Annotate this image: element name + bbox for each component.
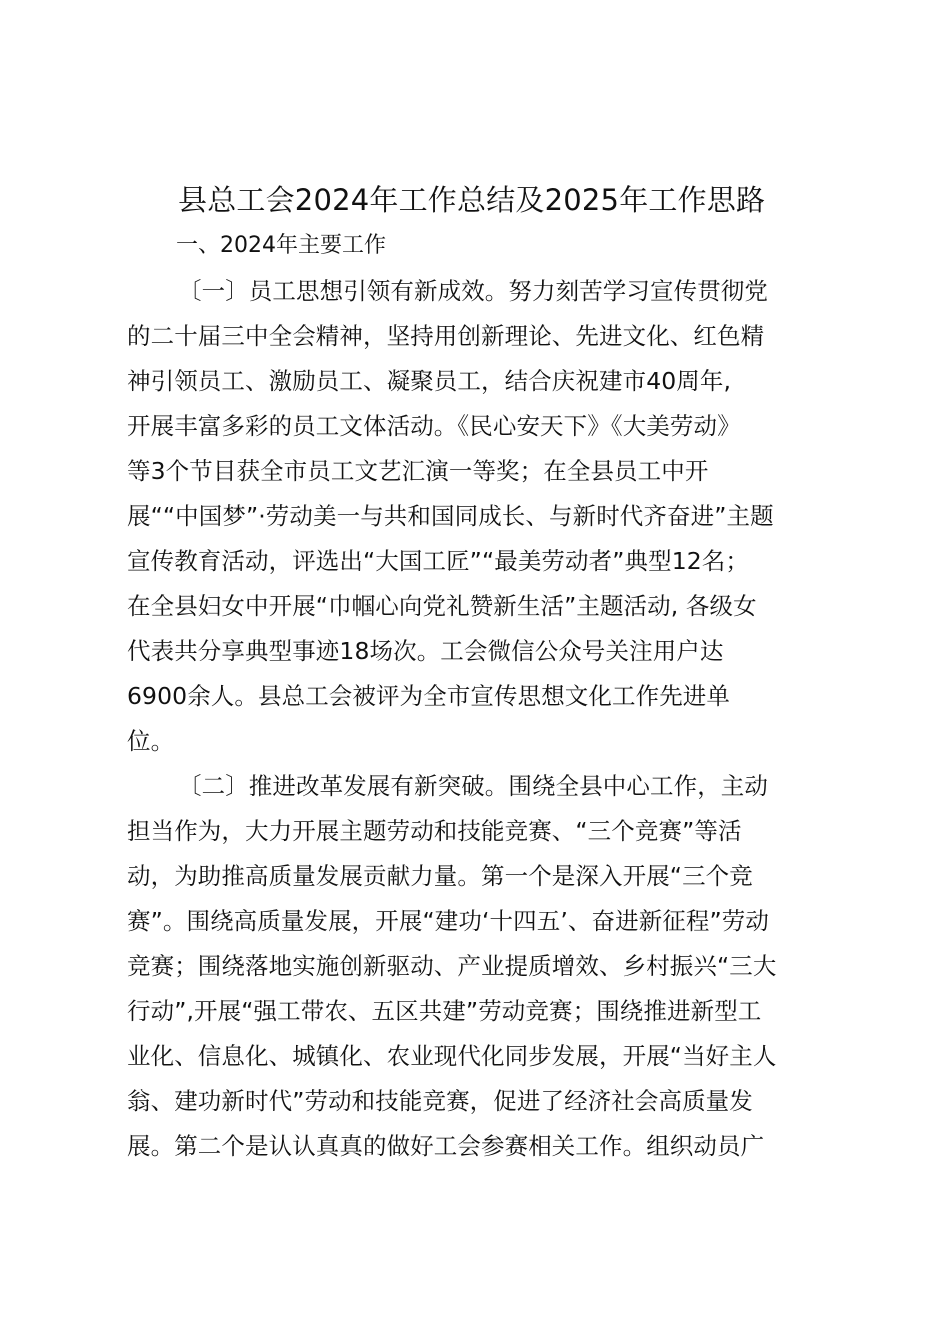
paragraph-line: 翁、建功新时代”劳动和技能竞赛，促进了经济社会高质量发 bbox=[127, 1087, 753, 1115]
paragraph-line: 行动”,开展“强工带农、五区共建”劳动竞赛；围绕推进新型工 bbox=[127, 997, 762, 1025]
paragraph-line: 竞赛；围绕落地实施创新驱动、产业提质增效、乡村振兴“三大 bbox=[127, 952, 777, 980]
paragraph-line: 6900余人。县总工会被评为全市宣传思想文化工作先进单 bbox=[127, 682, 731, 710]
paragraph-line: 代表共分享典型事迹18场次。工会微信公众号关注用户达 bbox=[127, 637, 724, 665]
paragraph-line: 动，为助推高质量发展贡献力量。第一个是深入开展“三个竞 bbox=[127, 862, 753, 890]
paragraph-line: 宣传教育活动，评选出“大国工匠”“最美劳动者”典型12名； bbox=[127, 547, 750, 575]
paragraph-line: 业化、信息化、城镇化、农业现代化同步发展，开展“当好主人 bbox=[127, 1042, 777, 1070]
paragraph-line: 开展丰富多彩的员工文体活动。《民心安天下》《大美劳动》 bbox=[127, 412, 741, 440]
paragraph-line: 担当作为，大力开展主题劳动和技能竞赛、“三个竞赛”等活 bbox=[127, 817, 742, 845]
paragraph-line: 在全县妇女中开展“巾帼心向党礼赞新生活”主题活动, 各级女 bbox=[127, 592, 757, 620]
paragraph-line: 展““中国梦”·劳动美一与共和国同成长、与新时代齐奋进”主题 bbox=[127, 502, 774, 530]
paragraph-line: 位。 bbox=[127, 727, 175, 755]
document-title: 县总工会2024年工作总结及2025年工作思路 bbox=[178, 183, 766, 217]
paragraph-line: 神引领员工、激励员工、凝聚员工，结合庆祝建市40周年, bbox=[127, 367, 732, 395]
paragraph-line: 展。第二个是认认真真的做好工会参赛相关工作。组织动员广 bbox=[127, 1132, 765, 1160]
paragraph-line: 〔一〕员工思想引领有新成效。努力刻苦学习宣传贯彻党 bbox=[178, 277, 768, 305]
paragraph-line: 等3个节目获全市员工文艺汇演一等奖；在全县员工中开 bbox=[127, 457, 709, 485]
section-heading: 一、2024年主要工作 bbox=[176, 233, 386, 258]
paragraph-line: 〔二〕推进改革发展有新突破。围绕全县中心工作，主动 bbox=[178, 772, 768, 800]
paragraph-line: 的二十届三中全会精神，坚持用创新理论、先进文化、红色精 bbox=[127, 322, 765, 350]
paragraph-line: 赛”。围绕高质量发展，开展“建功‘十四五’、奋进新征程”劳动 bbox=[127, 907, 769, 935]
